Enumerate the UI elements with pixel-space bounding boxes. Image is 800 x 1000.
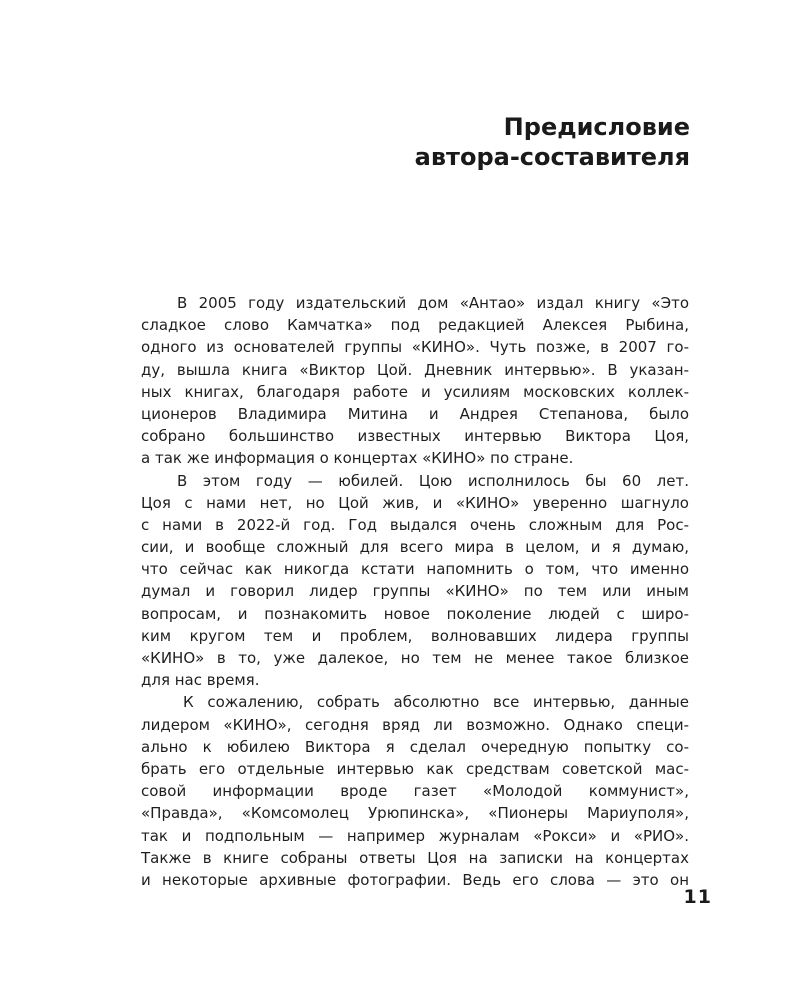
- text-line: для нас время.: [141, 671, 260, 690]
- text-line: что сейчас как никогда кстати напомнить о том, что именно: [141, 560, 689, 579]
- text-line: ционеров Владимира Митина и Андрея Степанова, было: [141, 404, 689, 423]
- text-line: «Правда», «Комсомолец Урюпинска», «Пионеры Мариуполя»,: [141, 804, 689, 823]
- text-line: Цоя с нами нет, но Цой жив, и «КИНО» уверенно шагнуло: [141, 493, 689, 512]
- text-line: ким кругом тем и проблем, волновавших лидера группы: [141, 626, 689, 645]
- text-line: думал и говорил лидер группы «КИНО» по тем или иным: [141, 582, 689, 601]
- text-line: лидером «КИНО», сегодня вряд ли возможно. Однако специ-: [141, 715, 689, 734]
- text-line: одного из основателей группы «КИНО». Чуть позже, в 2007 го-: [141, 338, 689, 357]
- text-line: собрано большинство известных интервью Виктора Цоя,: [141, 427, 689, 446]
- text-line: а так же информация о концертах «КИНО» по стране.: [141, 449, 574, 468]
- page-number: 11: [683, 886, 712, 908]
- chapter-heading: [415, 112, 690, 172]
- text-line: ных книгах, благодаря работе и усилиям московских коллек-: [141, 382, 689, 401]
- heading-line-1: Предисловие: [503, 113, 690, 141]
- text-line: сладкое слово Камчатка» под редакцией Алексея Рыбина,: [141, 316, 689, 335]
- body-text: [141, 292, 689, 891]
- text-line: брать его отдельные интервью как средствам советской мас-: [141, 759, 689, 778]
- text-line: ально к юбилею Виктора я сделал очередную попытку со-: [141, 737, 689, 756]
- text-line: К сожалению, собрать абсолютно все интервью, данные: [183, 693, 689, 712]
- text-line: сии, и вообще сложный для всего мира в целом, и я думаю,: [141, 538, 689, 557]
- text-line: вопросам, и познакомить новое поколение людей с широ-: [141, 604, 689, 623]
- text-line: В 2005 году издательский дом «Антао» издал книгу «Это: [177, 294, 689, 312]
- heading-line-2: автора-составителя: [414, 143, 690, 171]
- text-line: Также в книге собраны ответы Цоя на записки на концертах: [141, 848, 689, 867]
- text-line: так и подпольным — например журналам «Рокси» и «РИО».: [141, 826, 689, 845]
- text-line: совой информации вроде газет «Молодой коммунист»,: [141, 782, 689, 801]
- text-line: и некоторые архивные фотографии. Ведь его слова — это он: [141, 870, 689, 889]
- text-line: «КИНО» в то, уже далекое, но тем не менее такое близкое: [141, 649, 689, 667]
- text-line: ду, вышла книга «Виктор Цой. Дневник интервью». В указан-: [141, 360, 689, 379]
- text-line: В этом году — юбилей. Цою исполнилось бы 60 лет.: [177, 471, 689, 490]
- text-line: с нами в 2022-й год. Год выдался очень сложным для Рос-: [141, 515, 689, 534]
